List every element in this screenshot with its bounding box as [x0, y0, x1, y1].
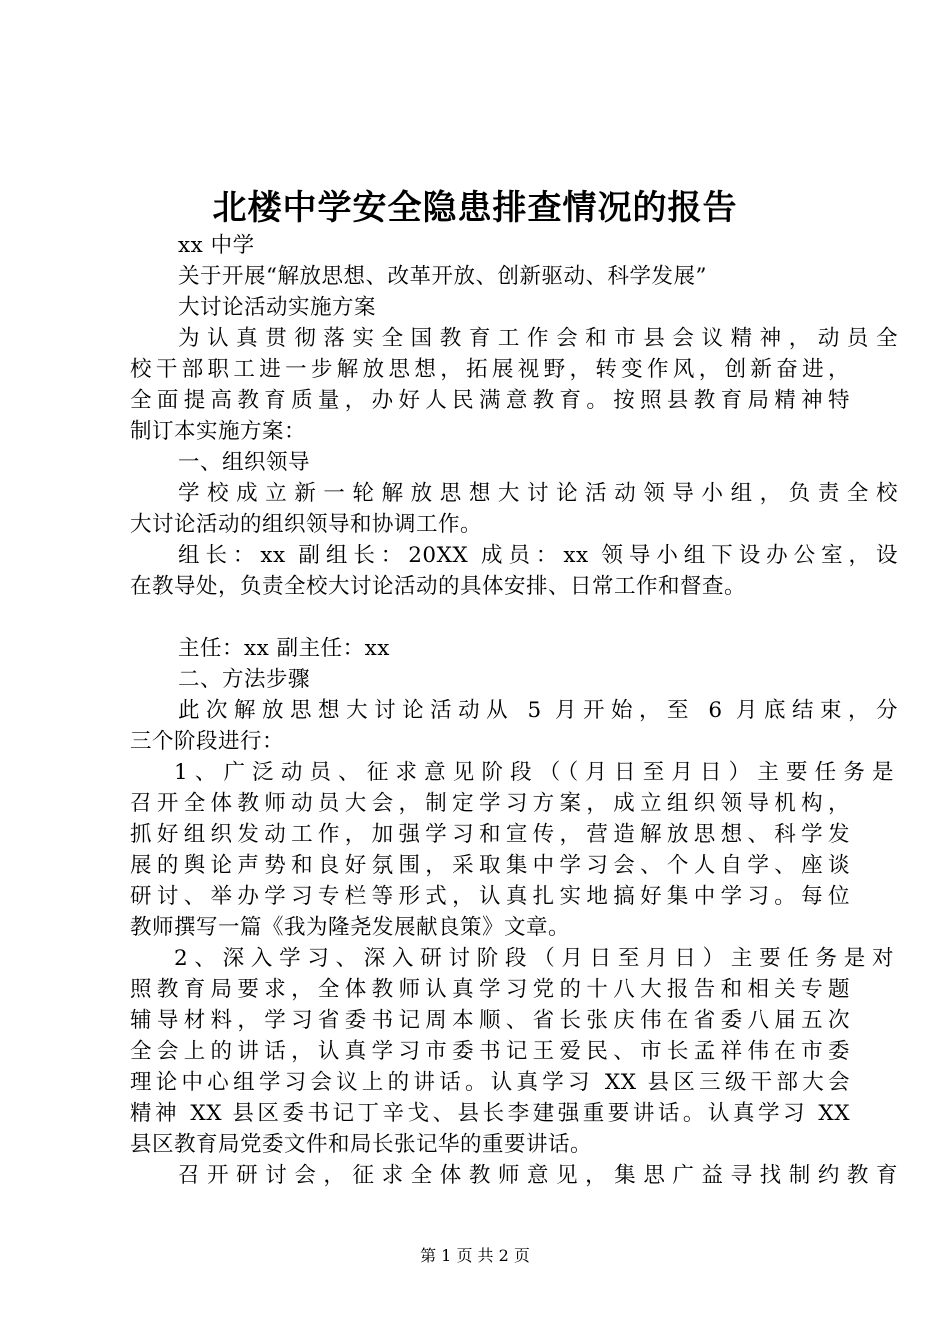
paragraph-line: 此次解放思想大讨论活动从 5 月开始，至 6 月底结束，分: [178, 698, 898, 723]
subtitle-line-2: 大讨论活动实施方案: [178, 295, 377, 320]
section-heading: 二、方法步骤: [178, 667, 311, 692]
paragraph-line: 校干部职工进一步解放思想，拓展视野，转变作风，创新奋进，: [130, 357, 850, 382]
paragraph-line: 全面提高教育质量，办好人民满意教育。按照县教育局精神特: [130, 388, 850, 413]
paragraph-line: 制订本实施方案：: [130, 419, 307, 444]
paragraph-line: 为认真贯彻落实全国教育工作会和市县会议精神，动员全: [178, 326, 898, 351]
section-heading: 一、组织领导: [178, 450, 311, 475]
paragraph-line: 组长：xx 副组长：20XX 成员：xx 领导小组下设办公室，设: [178, 543, 898, 568]
paragraph-line: 召开研讨会，征求全体教师意见，集思广益寻找制约教育: [178, 1163, 898, 1188]
paragraph-line: 主任：xx 副主任：xx: [178, 636, 390, 661]
paragraph-line: 大讨论活动的组织领导和协调工作。: [130, 512, 483, 537]
paragraph-line: 教师撰写一篇《我为隆尧发展献良策》文章。: [130, 915, 571, 940]
document-title: 北楼中学安全隐患排查情况的报告: [212, 188, 738, 228]
paragraph-line: 展的舆论声势和良好氛围，采取集中学习会、个人自学、座谈: [130, 853, 850, 878]
paragraph-line: 2、深入学习、深入研讨阶段（月日至月日）主要任务是对: [174, 946, 894, 971]
page-number-footer: 第 1 页 共 2 页: [420, 1246, 530, 1265]
paragraph-line: 全会上的讲话，认真学习市委书记王爱民、市长孟祥伟在市委: [130, 1039, 850, 1064]
blank-line: [130, 602, 850, 633]
paragraph-line: 研讨、举办学习专栏等形式，认真扎实地搞好集中学习。每位: [130, 884, 850, 909]
paragraph-line: 精神 XX 县区委书记丁辛戈、县长李建强重要讲话。认真学习 XX: [130, 1101, 850, 1126]
paragraph-line: 学校成立新一轮解放思想大讨论活动领导小组，负责全校: [178, 481, 898, 506]
paragraph-line: 召开全体教师动员大会，制定学习方案，成立组织领导机构，: [130, 791, 850, 816]
paragraph-line: 照教育局要求，全体教师认真学习党的十八大报告和相关专题: [130, 977, 850, 1002]
subtitle-line-1: 关于开展“解放思想、改革开放、创新驱动、科学发展”: [178, 264, 707, 289]
paragraph-line: 抓好组织发动工作，加强学习和宣传，营造解放思想、科学发: [130, 822, 850, 847]
paragraph-line: 在教导处，负责全校大讨论活动的具体安排、日常工作和督查。: [130, 574, 747, 599]
document-body: [130, 230, 898, 1191]
paragraph-line: 理论中心组学习会议上的讲话。认真学习 XX 县区三级干部大会: [130, 1070, 850, 1095]
paragraph-line: 县区教育局党委文件和局长张记华的重要讲话。: [130, 1132, 593, 1157]
school-name: xx 中学: [178, 233, 255, 258]
paragraph-line: 辅导材料，学习省委书记周本顺、省长张庆伟在省委八届五次: [130, 1008, 850, 1033]
paragraph-line: 三个阶段进行：: [130, 729, 285, 754]
paragraph-line: 1、广泛动员、征求意见阶段（（月日至月日）主要任务是: [174, 760, 894, 785]
